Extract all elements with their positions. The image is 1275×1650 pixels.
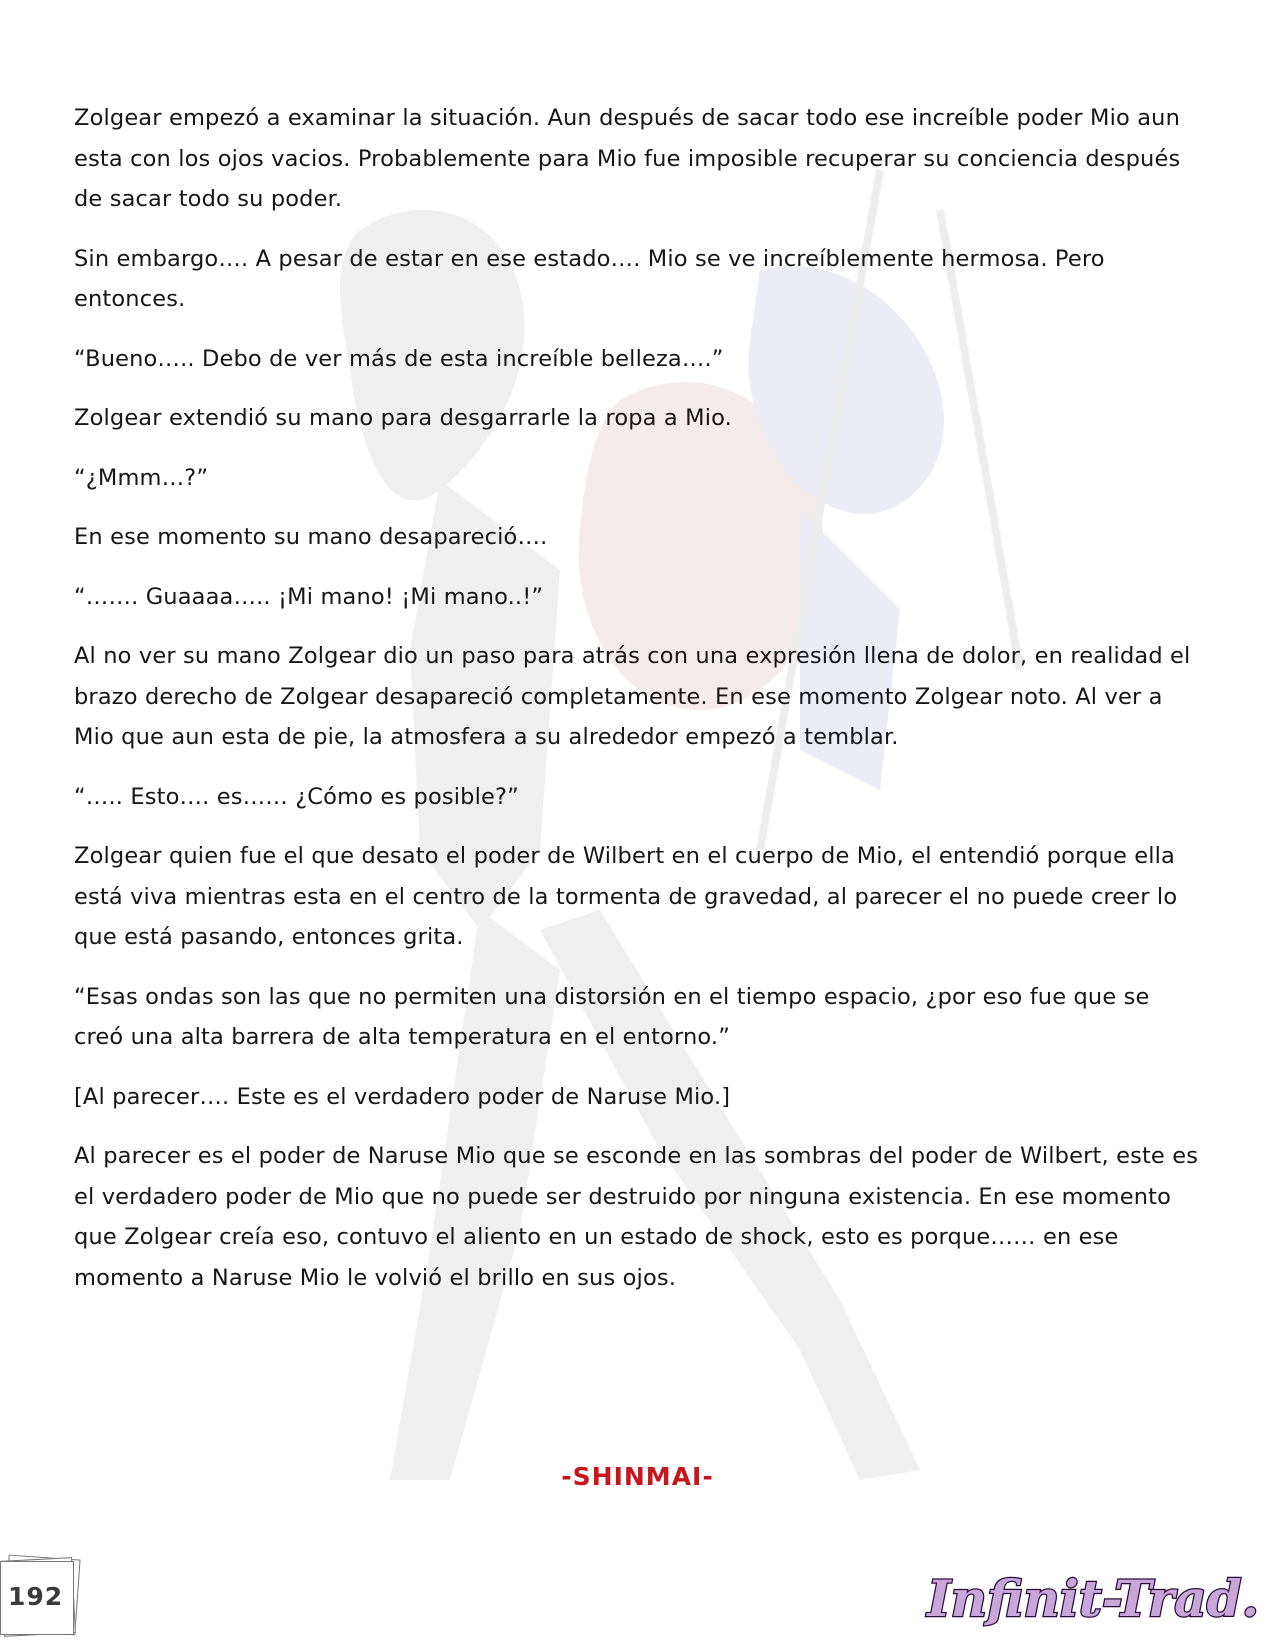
paragraph: Al no ver su mano Zolgear dio un paso para atrás con una expresión llena de dolor, en realidad el brazo derecho de Zolgear desapareció completamente. En ese momento Zolgear noto. Al ver a Mio que aun esta de pie, la atmosfera a su alrededor empezó a temblar. — [74, 643, 1191, 750]
paragraph: Zolgear empezó a examinar la situación. Aun después de sacar todo ese increíble poder Mio aun esta con los ojos vacios. Probablemente para Mio fue imposible recuperar su conciencia después de sacar todo su poder. — [74, 105, 1181, 212]
paragraph: Zolgear extendió su mano para desgarrarle la ropa a Mio. — [74, 405, 732, 431]
paragraph: “¿Mmm…?” — [74, 464, 209, 491]
translator-logo — [861, 1562, 1261, 1632]
paragraph: “Esas ondas son las que no permiten una distorsión en el tiempo espacio, ¿por eso fue que se creó una alta barrera de alta temperatura en el entorno.” — [74, 983, 1150, 1050]
paragraph: “….. Esto…. es…… ¿Cómo es posible?” — [74, 783, 519, 810]
page-number: 192 — [8, 1582, 64, 1611]
paragraph: En ese momento su mano desapareció…. — [74, 524, 548, 550]
paragraph: “……. Guaaaa….. ¡Mi mano! ¡Mi mano..!” — [74, 583, 544, 610]
paragraph: “Bueno….. Debo de ver más de esta increíble belleza….” — [74, 345, 724, 372]
translator-credit: Infinit-Trad. — [927, 1569, 1259, 1628]
body-text — [74, 98, 1204, 1317]
paragraph: Al parecer es el poder de Naruse Mio que se esconde en las sombras del poder de Wilbert, este es el verdadero poder de Mio que no puede ser destruido por ninguna existencia. En ese momento que Zolgear creía eso, contuvo el aliento en un estado de shock, esto es porque…… en ese momento a Naruse Mio le volvió el brillo en sus ojos. — [74, 1143, 1199, 1291]
paragraph: Zolgear quien fue el que desato el poder de Wilbert en el cuerpo de Mio, el entendió porque ella está viva mientras esta en el centro de la tormenta de gravedad, al parecer el no puede creer lo que está pasando, entonces grita. — [74, 843, 1178, 950]
paragraph: [Al parecer…. Este es el verdadero poder de Naruse Mio.] — [74, 1083, 731, 1110]
series-title: -SHINMAI- — [561, 1462, 714, 1491]
paragraph: Sin embargo…. A pesar de estar en ese estado…. Mio se ve increíblemente hermosa. Pero entonces. — [74, 245, 1105, 312]
